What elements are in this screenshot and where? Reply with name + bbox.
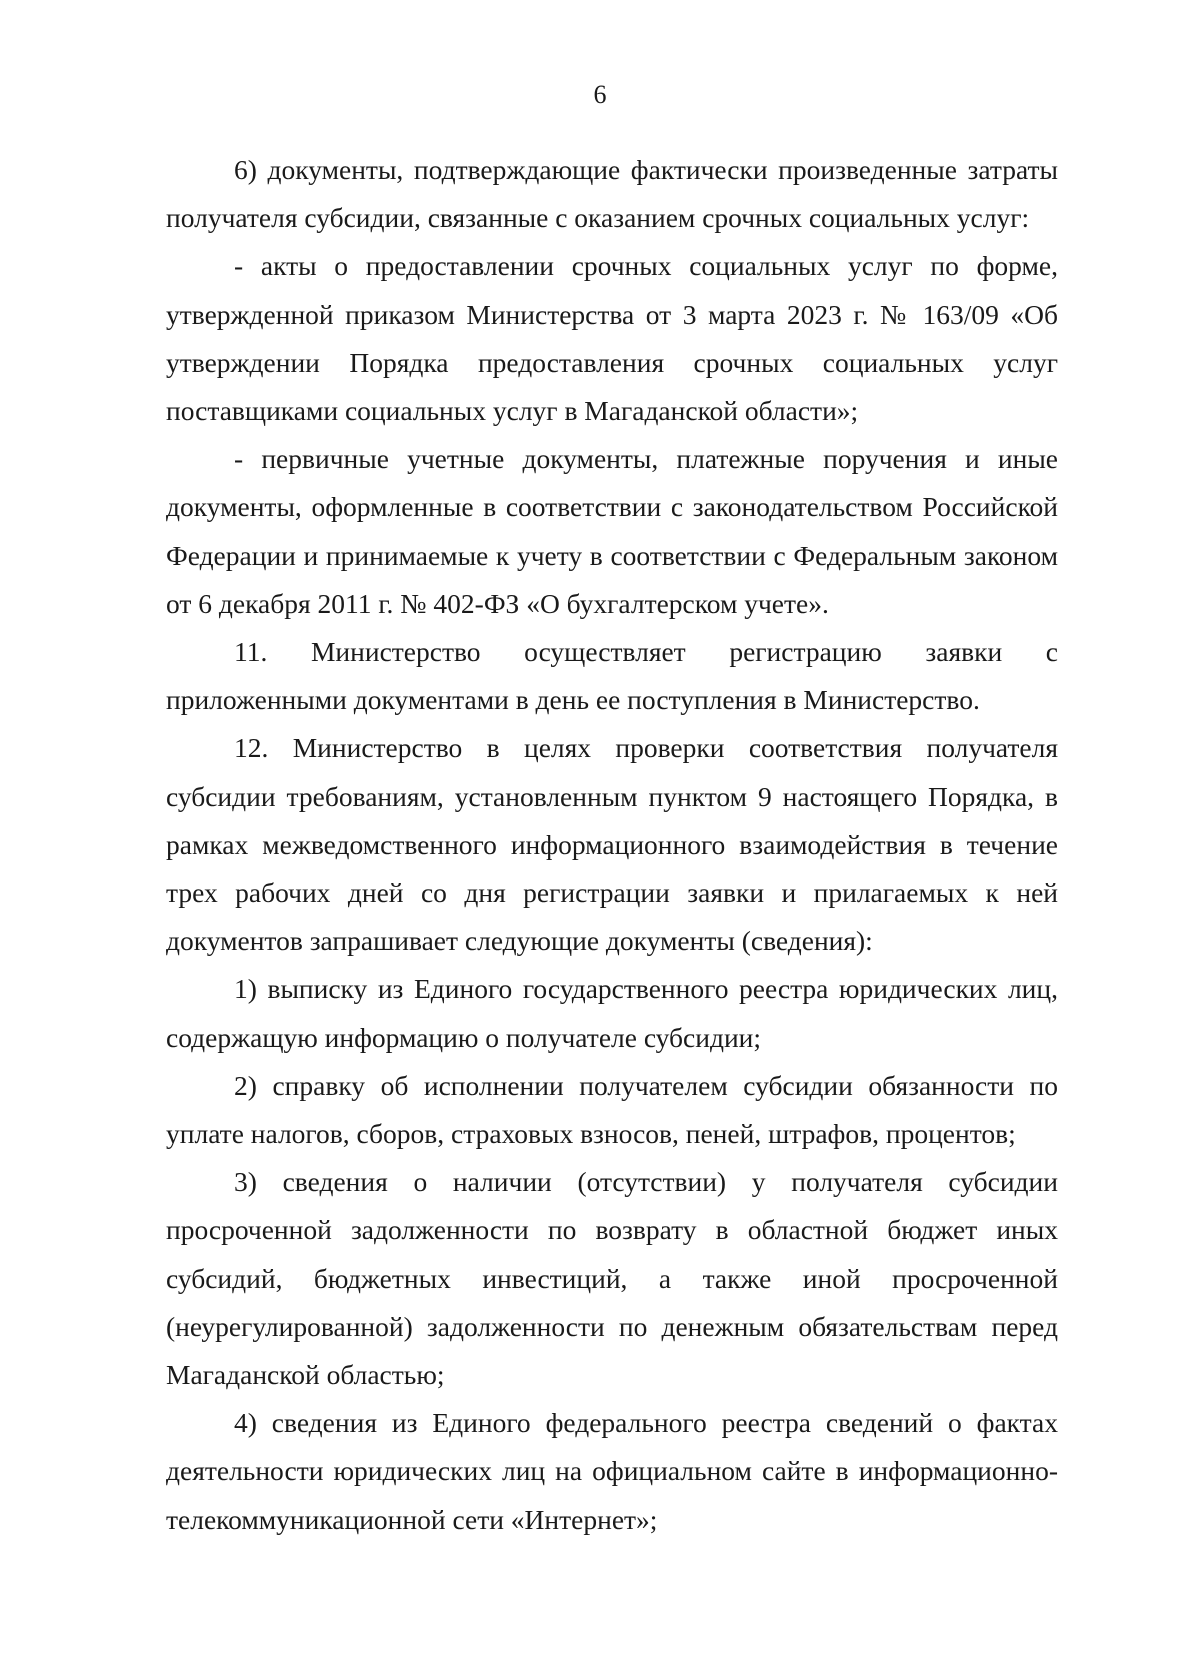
paragraph-item-3-debt-info: 3) сведения о наличии (отсутствии) у получателя субсидии просроченной задолженности по возврату в областной бюджет иных субсидий, бюджетных инвестиций, а также иной просроченной (неурегулированной) задолженности по денежным обязательствам перед Магаданской областью; bbox=[166, 1166, 1058, 1391]
paragraph-clause-11: 11. Министерство осуществляет регистрацию заявки с приложенными документами в день ее поступления в Министерство. bbox=[166, 636, 1058, 716]
document-body bbox=[166, 146, 1058, 1544]
page-number: 6 bbox=[593, 80, 607, 109]
paragraph-acts: - акты о предоставлении срочных социальных услуг по форме, утвержденной приказом Министерства от 3 марта 2023 г. № 163/09 «Об утверждении Порядка предоставления срочных социальных услуг поставщиками социальных услуг в Магаданской области»; bbox=[166, 250, 1058, 427]
paragraph-primary-documents: - первичные учетные документы, платежные поручения и иные документы, оформленные в соответствии с законодательством Российской Федерации и принимаемые к учету в соответствии с Федеральным законом от 6 декабря 2011 г. № 402-ФЗ «О бухгалтерском учете». bbox=[166, 443, 1058, 619]
paragraph-item-2-certificate: 2) справку об исполнении получателем субсидии обязанности по уплате налогов, сборов, страховых взносов, пеней, штрафов, процентов; bbox=[166, 1069, 1058, 1150]
paragraph-clause-12: 12. Министерство в целях проверки соответствия получателя субсидии требованиям, установленным пунктом 9 настоящего Порядка, в рамках межведомственного информационного взаимодействия в течение трех рабочих дней со дня регистрации заявки и прилагаемых к ней документов запрашивает следующие документы (сведения): bbox=[166, 732, 1058, 957]
paragraph-item-1-extract: 1) выписку из Единого государственного реестра юридических лиц, содержащую информацию о получателе субсидии; bbox=[166, 973, 1058, 1053]
paragraph-item-6-documents: 6) документы, подтверждающие фактически произведенные затраты получателя субсидии, связанные с оказанием срочных социальных услуг: bbox=[166, 154, 1058, 234]
paragraph-item-4-registry-info: 4) сведения из Единого федерального реестра сведений о фактах деятельности юридических лиц на официальном сайте в информационно-телекоммуникационной сети «Интернет»; bbox=[166, 1407, 1058, 1535]
